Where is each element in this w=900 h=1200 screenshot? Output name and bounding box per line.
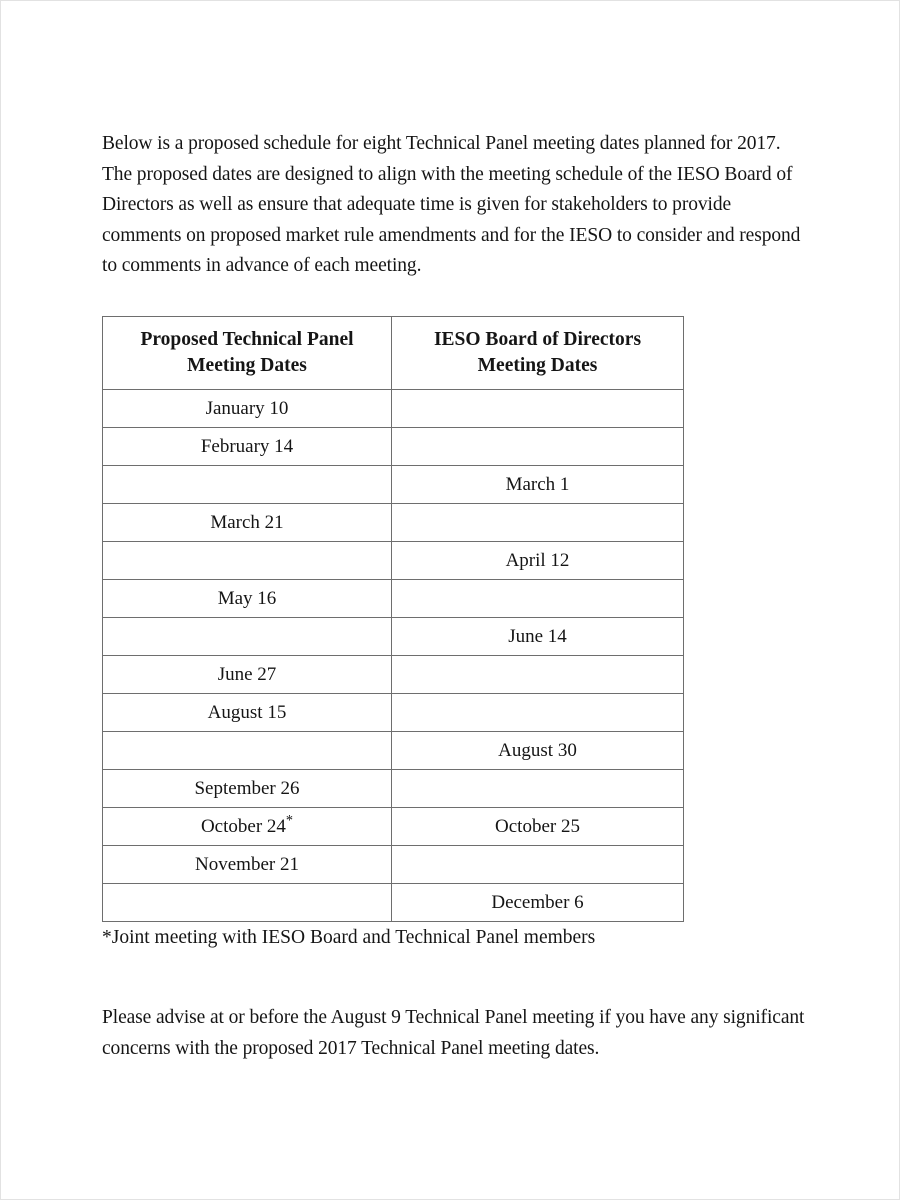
column-header-panel-dates-line1: Proposed Technical Panel	[140, 329, 354, 350]
cell-panel-date	[103, 732, 392, 770]
cell-panel-date: September 26	[103, 770, 392, 808]
cell-board-date: August 30	[392, 732, 684, 770]
table-row	[103, 390, 684, 428]
table-row	[103, 656, 684, 694]
cell-board-date	[392, 390, 684, 428]
table-row	[103, 694, 684, 732]
table-row	[103, 808, 684, 846]
column-header-board-dates-line1: IESO Board of Directors	[433, 329, 642, 350]
table-row	[103, 428, 684, 466]
cell-board-date: December 6	[392, 884, 684, 922]
cell-board-date: June 14	[392, 618, 684, 656]
cell-panel-date: May 16	[103, 580, 392, 618]
footnote: *Joint meeting with IESO Board and Technical Panel members	[102, 927, 596, 948]
table-row	[103, 846, 684, 884]
cell-panel-date: October 24*	[103, 808, 392, 846]
table-row	[103, 770, 684, 808]
cell-panel-date	[103, 542, 392, 580]
cell-board-date	[392, 504, 684, 542]
table-row	[103, 466, 684, 504]
table-header-row	[103, 317, 684, 390]
cell-panel-date: June 27	[103, 656, 392, 694]
cell-panel-date	[103, 466, 392, 504]
meeting-schedule-table	[102, 316, 684, 922]
column-header-panel-dates-line2: Meeting Dates	[187, 355, 307, 376]
cell-panel-date: November 21	[103, 846, 392, 884]
cell-panel-date: March 21	[103, 504, 392, 542]
footnote-marker: *	[285, 812, 294, 829]
table-row	[103, 618, 684, 656]
table-row	[103, 504, 684, 542]
column-header-panel-dates	[103, 317, 392, 390]
cell-panel-date	[103, 618, 392, 656]
table-row	[103, 884, 684, 922]
cell-board-date: April 12	[392, 542, 684, 580]
cell-board-date: October 25	[392, 808, 684, 846]
closing-paragraph: Please advise at or before the August 9 Technical Panel meeting if you have any significant concerns with the proposed 2017 Technical Panel meeting dates.	[102, 1007, 805, 1059]
intro-paragraph-container	[102, 129, 808, 282]
table-row	[103, 580, 684, 618]
intro-paragraph: Below is a proposed schedule for eight Technical Panel meeting dates planned for 2017. The proposed dates are designed to align with the meeting schedule of the IESO Board of Directors as well as ensure that adequate time is given for stakeholders to provide comments on proposed market rule amendments and for the IESO to consider and respond to comments in advance of each meeting.	[102, 133, 801, 276]
cell-board-date	[392, 580, 684, 618]
cell-panel-date: August 15	[103, 694, 392, 732]
closing-paragraph-container	[102, 1003, 808, 1064]
cell-board-date	[392, 770, 684, 808]
cell-panel-date: January 10	[103, 390, 392, 428]
cell-board-date: March 1	[392, 466, 684, 504]
cell-board-date	[392, 846, 684, 884]
cell-board-date	[392, 656, 684, 694]
cell-panel-date: February 14	[103, 428, 392, 466]
column-header-board-dates	[392, 317, 684, 390]
cell-panel-date	[103, 884, 392, 922]
cell-board-date	[392, 428, 684, 466]
table-body	[103, 390, 684, 922]
table-row	[103, 732, 684, 770]
column-header-board-dates-line2: Meeting Dates	[477, 355, 598, 376]
cell-board-date	[392, 694, 684, 732]
table-header	[103, 317, 684, 390]
table-row	[103, 542, 684, 580]
